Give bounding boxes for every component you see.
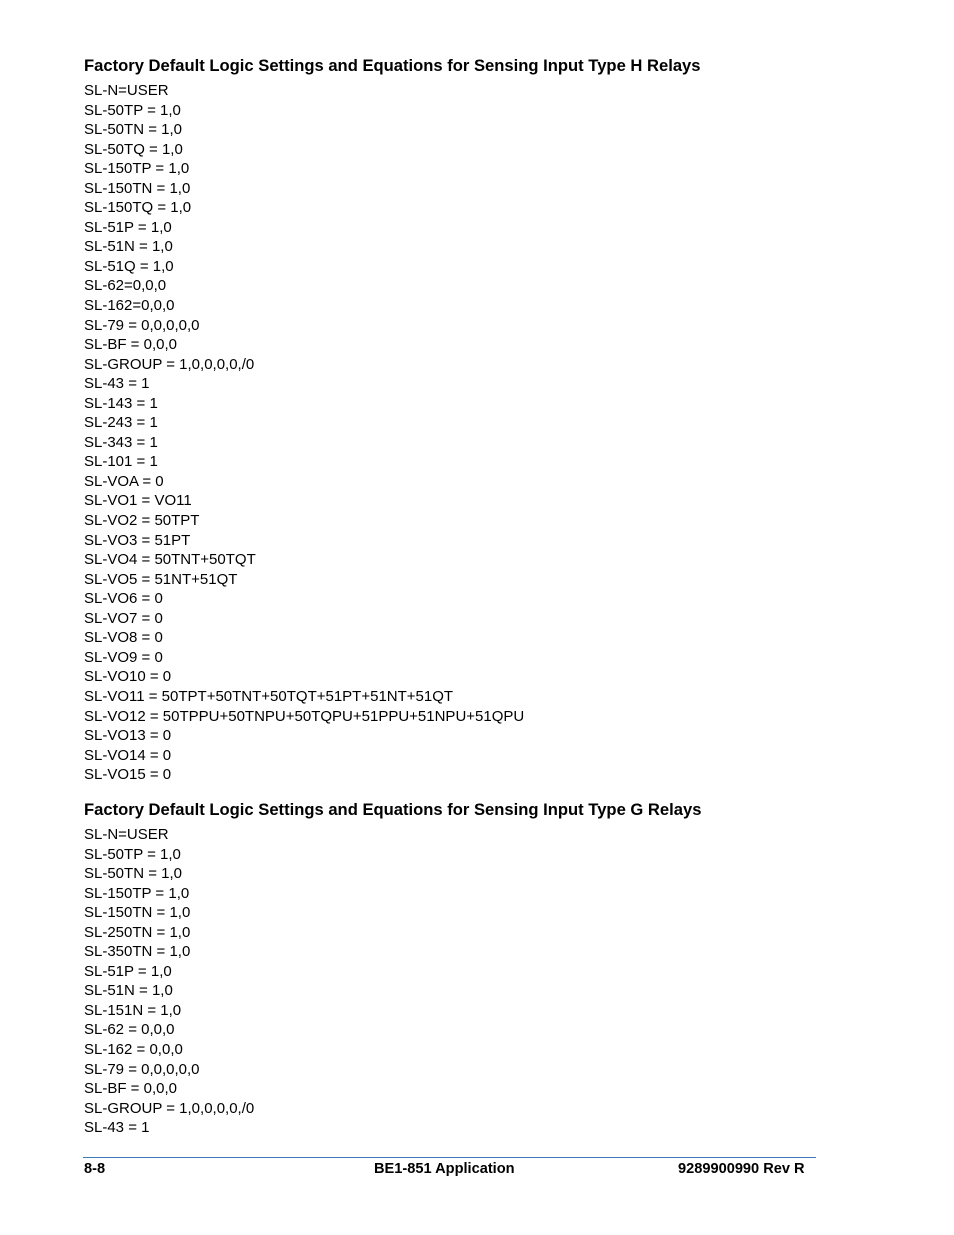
setting-line: SL-51P = 1,0 [84, 962, 172, 980]
setting-line: SL-50TQ = 1,0 [84, 140, 183, 158]
footer-divider [83, 1157, 816, 1158]
setting-line: SL-VO4 = 50TNT+50TQT [84, 551, 256, 569]
setting-line: SL-62=0,0,0 [84, 277, 167, 295]
setting-line: SL-150TP = 1,0 [84, 884, 190, 902]
setting-line: SL-151N = 1,0 [84, 1001, 182, 1019]
setting-line: SL-VO15 = 0 [84, 766, 172, 784]
setting-line: SL-GROUP = 1,0,0,0,0,/0 [84, 1099, 255, 1117]
setting-line: SL-51Q = 1,0 [84, 257, 174, 275]
setting-line: SL-250TN = 1,0 [84, 923, 191, 941]
setting-line: SL-VO12 = 50TPPU+50TNPU+50TQPU+51PPU+51NPU+51QPU [84, 707, 525, 725]
setting-line: SL-50TP = 1,0 [84, 101, 181, 119]
section-type-g [84, 800, 844, 1138]
setting-line: SL-62 = 0,0,0 [84, 1021, 175, 1039]
setting-line: SL-GROUP = 1,0,0,0,0,/0 [84, 355, 255, 373]
footer-doc-id: 9289900990 Rev R [678, 1161, 805, 1177]
setting-line: SL-150TN = 1,0 [84, 904, 191, 922]
section-heading-type-g: Factory Default Logic Settings and Equations for Sensing Input Type G Relays [84, 800, 702, 819]
setting-line: SL-VO5 = 51NT+51QT [84, 570, 238, 588]
setting-line: SL-101 = 1 [84, 453, 158, 471]
setting-line: SL-VO7 = 0 [84, 609, 163, 627]
setting-line: SL-N=USER [84, 82, 169, 99]
setting-line: SL-VO2 = 50TPT [84, 512, 200, 530]
setting-line: SL-VO14 = 0 [84, 746, 172, 764]
setting-line: SL-51N = 1,0 [84, 238, 173, 256]
setting-line: SL-VO6 = 0 [84, 590, 163, 608]
setting-line: SL-150TQ = 1,0 [84, 199, 192, 217]
setting-line: SL-162 = 0,0,0 [84, 1041, 183, 1059]
setting-line: SL-350TN = 1,0 [84, 943, 191, 961]
setting-line: SL-VO1 = VO11 [84, 492, 192, 510]
setting-line: SL-BF = 0,0,0 [84, 336, 177, 354]
setting-line: SL-79 = 0,0,0,0,0 [84, 316, 200, 334]
setting-line: SL-143 = 1 [84, 394, 158, 412]
setting-line: SL-VO8 = 0 [84, 629, 163, 647]
footer-page-number: 8-8 [84, 1161, 106, 1177]
setting-line: SL-51P = 1,0 [84, 218, 172, 236]
setting-line: SL-VO11 = 50TPT+50TNT+50TQT+51PT+51NT+51QT [84, 687, 454, 705]
setting-line: SL-162=0,0,0 [84, 297, 175, 315]
setting-line: SL-79 = 0,0,0,0,0 [84, 1060, 200, 1078]
setting-line: SL-N=USER [84, 826, 169, 843]
setting-line: SL-VO13 = 0 [84, 727, 172, 745]
setting-line: SL-150TN = 1,0 [84, 179, 191, 197]
setting-line: SL-VOA = 0 [84, 472, 164, 490]
section-type-h [84, 56, 844, 785]
footer-title: BE1-851 Application [374, 1161, 515, 1177]
setting-line: SL-343 = 1 [84, 433, 158, 451]
setting-line: SL-51N = 1,0 [84, 982, 173, 1000]
setting-line: SL-243 = 1 [84, 414, 158, 432]
setting-line: SL-BF = 0,0,0 [84, 1080, 177, 1098]
section-heading-type-h: Factory Default Logic Settings and Equations for Sensing Input Type H Relays [84, 56, 701, 75]
setting-line: SL-VO10 = 0 [84, 668, 172, 686]
settings-list-type-g [84, 820, 844, 1138]
settings-list-type-h [84, 76, 844, 785]
setting-line: SL-43 = 1 [84, 375, 150, 393]
setting-line: SL-VO9 = 0 [84, 648, 163, 666]
setting-line: SL-50TP = 1,0 [84, 845, 181, 863]
setting-line: SL-43 = 1 [84, 1119, 150, 1137]
setting-line: SL-VO3 = 51PT [84, 531, 191, 549]
setting-line: SL-150TP = 1,0 [84, 160, 190, 178]
setting-line: SL-50TN = 1,0 [84, 865, 182, 883]
setting-line: SL-50TN = 1,0 [84, 121, 182, 139]
